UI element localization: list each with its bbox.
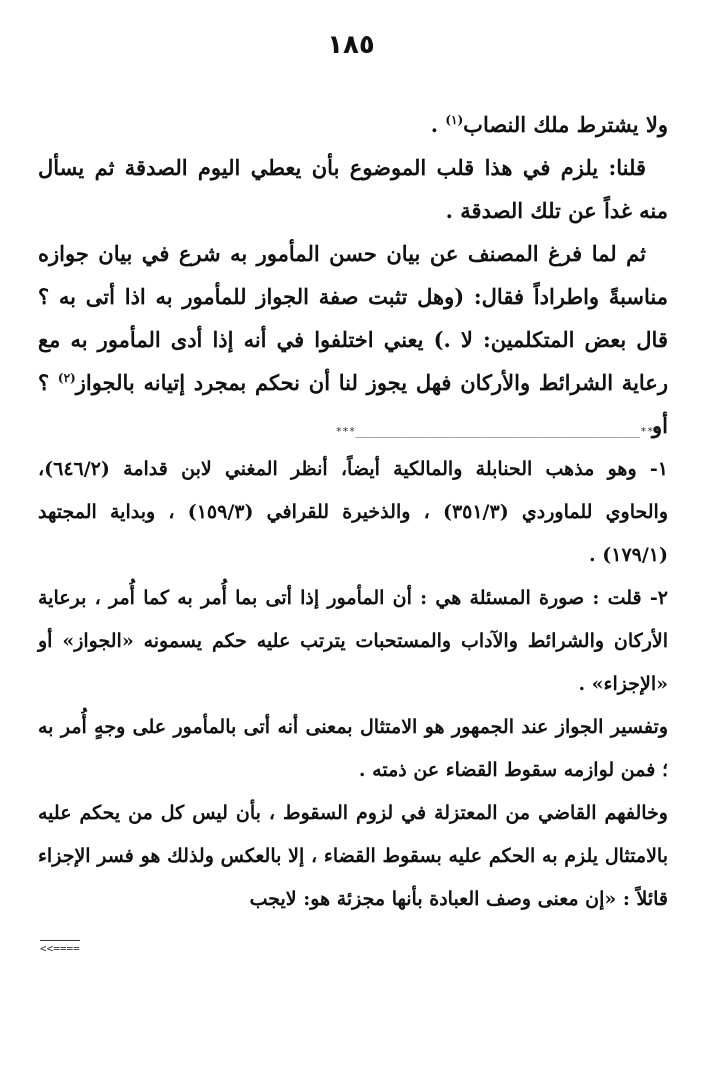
footnote-2-part-b: وتفسير الجواز عند الجمهور هو الامتثال بمعنى أنه أتى بالمأمور على وجهٍ أُمر به ؛ فمن لوازمه سقوط القضاء عن ذمته . <box>38 716 668 781</box>
body-line-1 <box>38 103 668 146</box>
footnote-1: ١- وهو مذهب الحنابلة والمالكية أيضاً، أنظر المغني لابن قدامة (٦٤٦/٢)، والحاوي للماوردي (٣٥١/٣) ، والذخيرة للقرافي (١٥٩/٣) ، وبداية المجتهد (١٧٩/١) . <box>38 458 668 566</box>
body-paragraph-3-text: ثم لما فرغ المصنف عن بيان حسن المأمور به شرع في بيان جوازه مناسبةً واطراداً فقال: (وهل تثبت صفة الجواز للمأمور به اذا أتى به ؟ قال بعض المتكلمين: لا .) يعني اختلفوا في أنه إذا أدى المأمور به مع رعاية الشرائط والأركان فهل يجوز لنا أن نحكم بمجرد إتيانه بالجواز <box>38 241 668 395</box>
body-line-1-text: ولا يشترط ملك النصاب <box>463 112 668 137</box>
footnote-2-part-a: ٢- قلت : صورة المسئلة هي : أن المأمور إذا أتى بما أُمر به كما أُمر ، برعاية الأركان والشرائط والآداب والمستحبات يترتب عليه حكم يسمونه «الجواز» أو «الإجزاء» . <box>38 587 668 695</box>
page-number: ١٨٥ <box>327 30 375 60</box>
body-paragraph-3 <box>38 232 668 447</box>
footnote-ref-1: (١) <box>445 113 464 127</box>
body-paragraph-2: قلنا: يلزم في هذا قلب الموضوع بأن يعطي اليوم الصدقة ثم يسأل منه غداً عن تلك الصدقة . <box>38 155 668 223</box>
continuation-marker: <<==== <box>40 942 80 955</box>
body-line-1-end: . <box>430 112 446 137</box>
footnotes <box>38 448 668 921</box>
footnote-2-part-c: وخالفهم القاضي من المعتزلة في لزوم السقوط ، بأن ليس كل من يحكم عليه بالامتثال يلزم به الحكم عليه بسقوط القضاء ، إلا بالعكس ولذلك هو فسر الإجزاء قائلاً : «إن معنى وصف العبادة بأنها مجزئة هو: لايجب <box>38 802 668 910</box>
body-paragraph-3-end: ؟ أو <box>38 370 668 438</box>
footnote-separator: ***___________________________________________*** <box>335 425 660 438</box>
footnote-ref-2: (٢) <box>57 371 76 385</box>
main-text <box>38 103 668 447</box>
